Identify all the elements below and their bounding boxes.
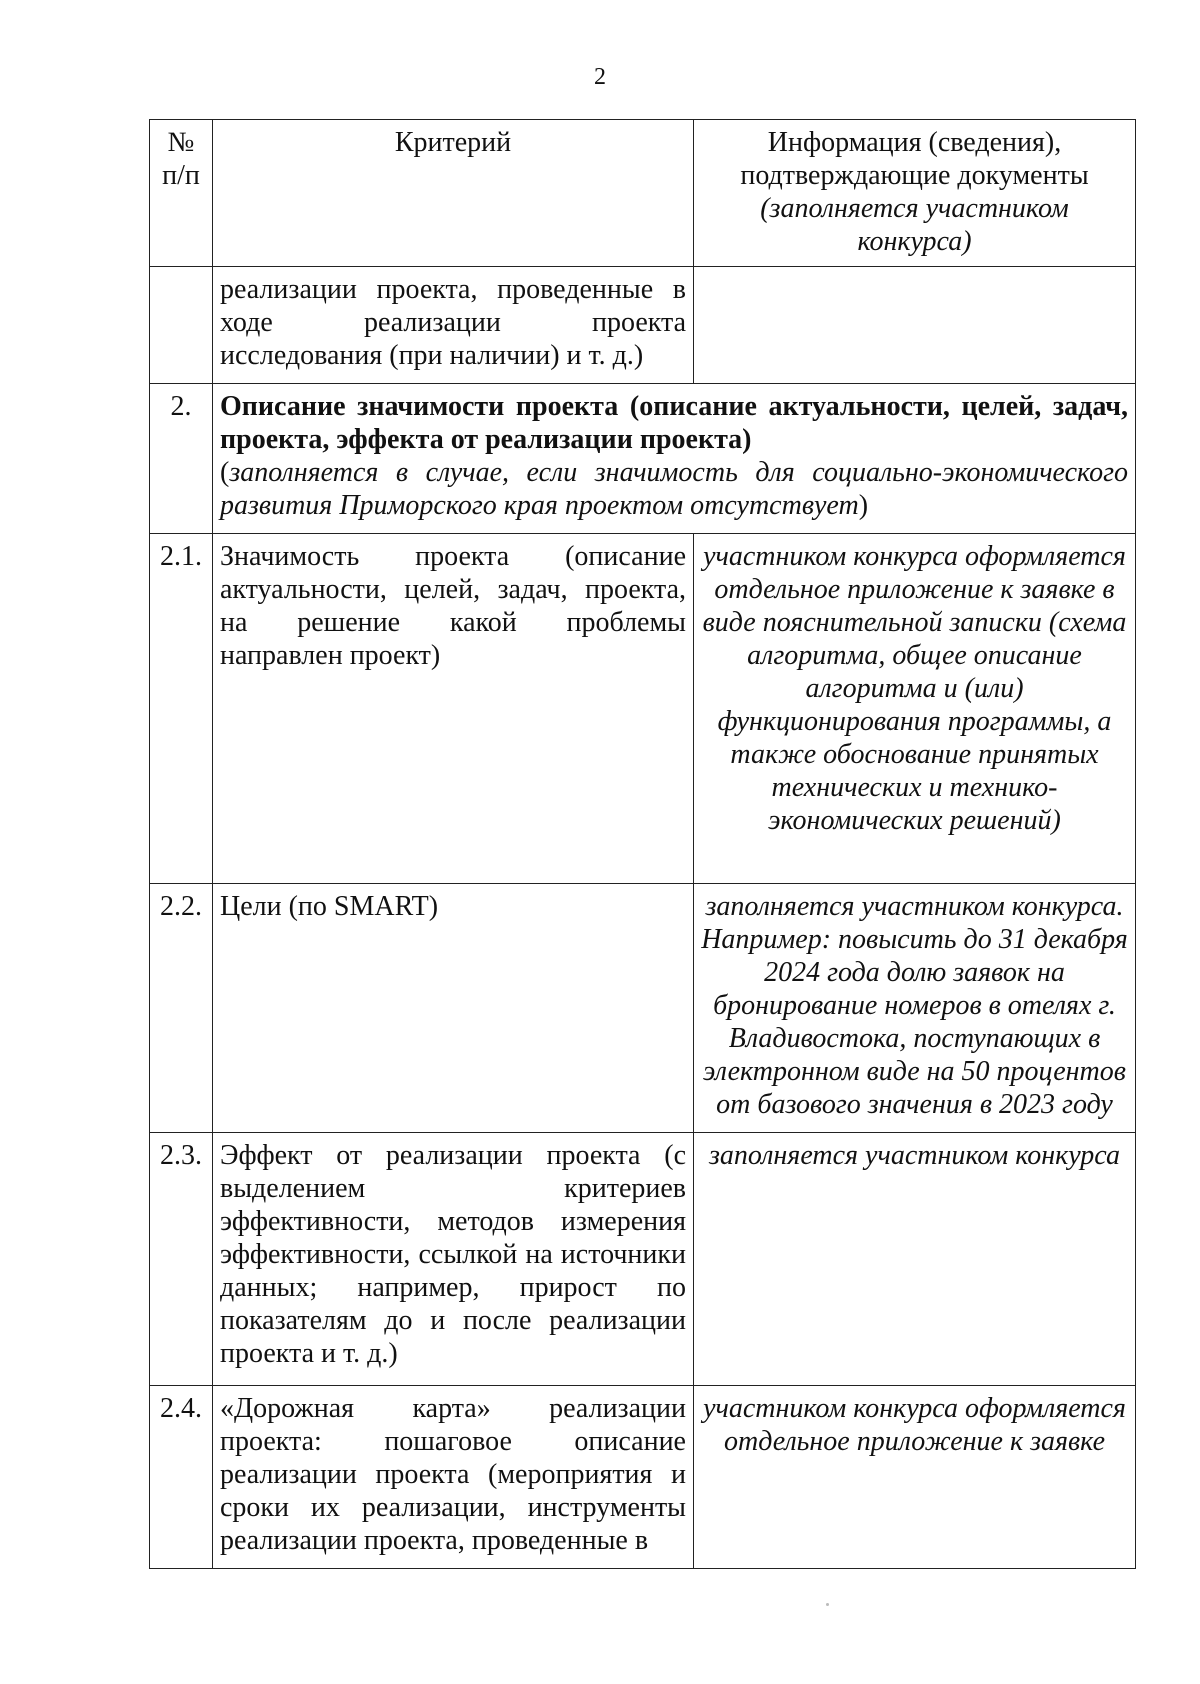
row-number-cell: 2.2. [150, 884, 213, 1133]
section-title: Описание значимости проекта (описание актуальности, целей, задач, проекта, эффекта от реализации проекта) [220, 391, 1128, 455]
row-criterion-cell: «Дорожная карта» реализации проекта: пошаговое описание реализации проекта (мероприятия и сроки их реализации, инструменты реализации проекта, проведенные в [213, 1386, 694, 1569]
header-info-line-1: Информация (сведения), [767, 127, 1062, 158]
header-info-line-2: подтверждающие документы [740, 160, 1089, 191]
section-heading-cell [213, 384, 1136, 534]
row-info-cell: заполняется участником конкурса [694, 1133, 1136, 1386]
section-note-open-paren: ( [220, 457, 230, 488]
section-note-text: заполняется в случае, если значимость для социально-экономического развития Приморского края проектом отсутствует [220, 457, 1128, 521]
row-criterion-cell: Значимость проекта (описание актуальности, целей, задач, проекта, на решение какой проблемы направлен проект) [213, 534, 694, 884]
table-row-continuation [150, 267, 1136, 384]
section-note-close-paren: ) [858, 490, 869, 521]
row-criterion-cell: Эффект от реализации проекта (с выделением критериев эффективности, методов измерения эффективности, ссылкой на источники данных; например, прирост по показателям до и после реализации проекта и т. д.) [213, 1133, 694, 1386]
row-number-cell: 2.1. [150, 534, 213, 884]
table-row-2-4 [150, 1386, 1136, 1569]
table-row-2-2 [150, 884, 1136, 1133]
row-number-cell: 2.4. [150, 1386, 213, 1569]
row-info-cell: участником конкурса оформляется отдельное приложение к заявке в виде пояснительной записки (схема алгоритма, общее описание алгоритма и (или) функционирования программы, а также обоснование принятых технических и технико-экономических решений) [694, 534, 1136, 884]
row-criterion-cell: Цели (по SMART) [213, 884, 694, 1133]
criteria-table [149, 119, 1136, 1569]
section-number-cell: 2. [150, 384, 213, 534]
section-note [220, 456, 1128, 522]
row-info-cell: заполняется участником конкурса. Например: повысить до 31 декабря 2024 года долю заявок на бронирование номеров в отелях г. Владивостока, поступающих в электронном виде на 50 процентов от базового значения в 2023 году [694, 884, 1136, 1133]
table-row-2-3 [150, 1133, 1136, 1386]
header-info-note: (заполняется участником конкурса) [760, 193, 1069, 257]
row-number-cell [150, 267, 213, 384]
row-criterion-cell: реализации проекта, проведенные в ходе реализации проекта исследования (при наличии) и т. д.) [213, 267, 694, 384]
header-number-abbrev: п/п [162, 160, 200, 191]
row-info-cell [694, 267, 1136, 384]
header-criterion-cell: Критерий [213, 120, 694, 267]
row-info-cell: участником конкурса оформляется отдельное приложение к заявке [694, 1386, 1136, 1569]
header-number-cell [150, 120, 213, 267]
scan-artifact-dot [826, 1603, 829, 1606]
table-row-section-2 [150, 384, 1136, 534]
header-info-cell [694, 120, 1136, 267]
table-header-row [150, 120, 1136, 267]
table-row-2-1 [150, 534, 1136, 884]
row-number-cell: 2.3. [150, 1133, 213, 1386]
header-number-sign: № [167, 127, 195, 158]
page-number: 2 [594, 64, 606, 90]
